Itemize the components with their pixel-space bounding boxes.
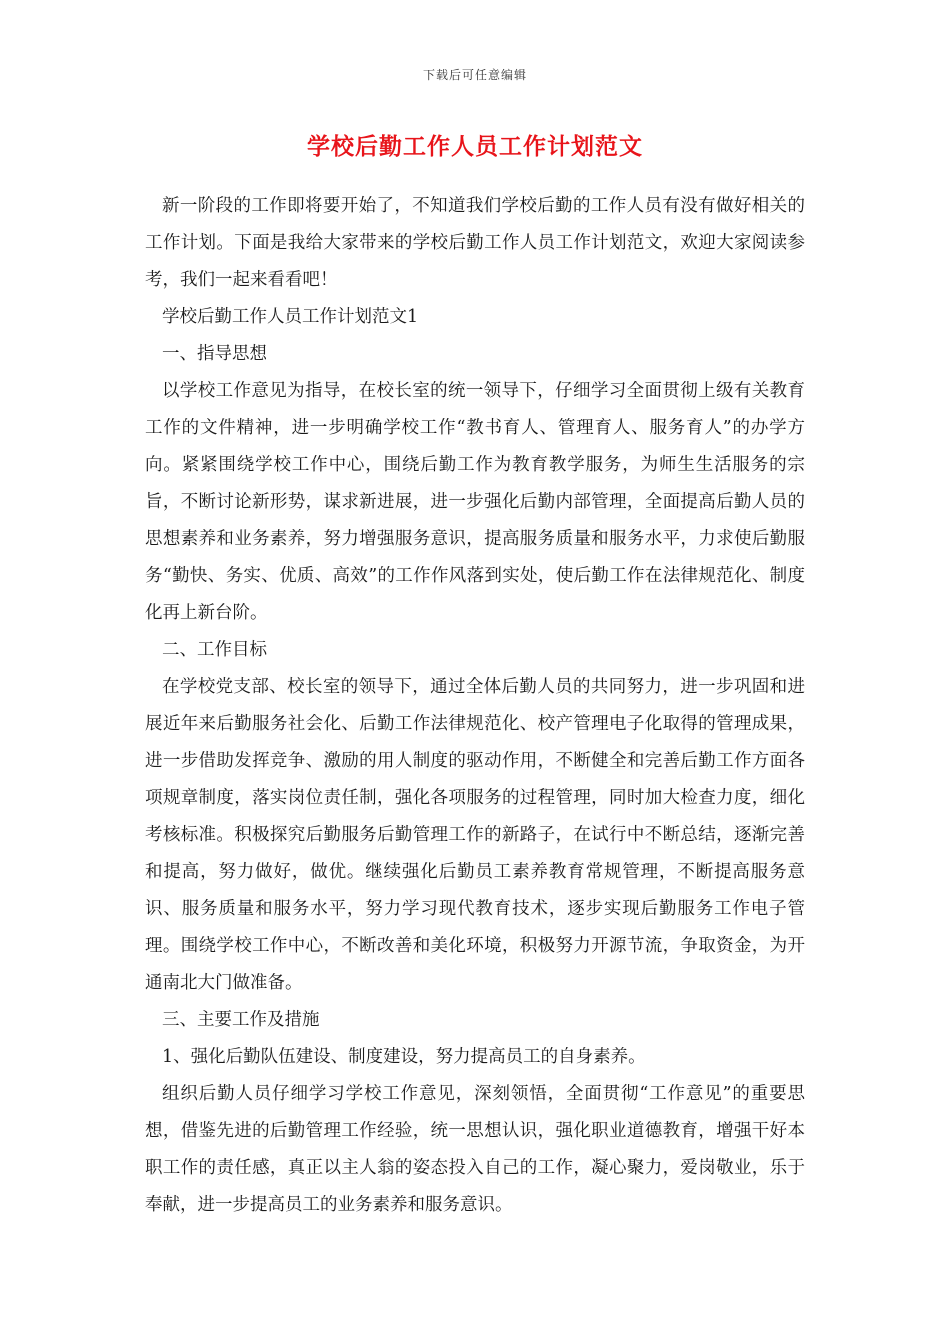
intro-paragraph: 新一阶段的工作即将要开始了，不知道我们学校后勤的工作人员有没有做好相关的工作计划。下面是我给大家带来的学校后勤工作人员工作计划范文，欢迎大家阅读参考，我们一起来看看吧！ [145,196,805,290]
document-title: 学校后勤工作人员工作计划范文 [307,133,643,160]
guiding-thought-paragraph: 以学校工作意见为指导，在校长室的统一领导下，仔细学习全面贯彻上级有关教育工作的文件精神，进一步明确学校工作“教书育人、管理育人、服务育人”的办学方向。紧紧围绕学校工作中心，围绕后勤工作为教育教学服务，为师生生活服务的宗旨，不断讨论新形势，谋求新进展，进一步强化后勤内部管理，全面提高后勤人员的思想素养和业务素养，努力增强服务意识，提高服务质量和服务水平，力求使后勤服务“勤快、务实、优质、高效”的工作作风落到实处，使后勤工作在法律规范化、制度化再上新台阶。 [145,381,805,623]
document-body [145,188,805,1224]
subtitle-heading: 学校后勤工作人员工作计划范文1 [162,307,419,327]
section-heading-guiding-thought: 一、指导思想 [162,344,267,364]
team-building-paragraph: 组织后勤人员仔细学习学校工作意见，深刻领悟，全面贯彻“工作意见”的重要思想，借鉴先进的后勤管理工作经验，统一思想认识，强化职业道德教育，增强干好本职工作的责任感，真正以主人翁的姿态投入自己的工作，凝心聚力，爱岗敬业，乐于奉献，进一步提高员工的业务素养和服务意识。 [145,1084,805,1215]
section-heading-main-work: 三、主要工作及措施 [162,1010,320,1030]
header-note: 下载后可任意编辑 [422,68,527,82]
subsection-heading-team-building: 1、强化后勤队伍建设、制度建设，努力提高员工的自身素养。 [162,1047,646,1067]
section-heading-work-goals: 二、工作目标 [162,640,267,660]
work-goals-paragraph: 在学校党支部、校长室的领导下，通过全体后勤人员的共同努力，进一步巩固和进展近年来后勤服务社会化、后勤工作法律规范化、校产管理电子化取得的管理成果，进一步借助发挥竞争、激励的用人制度的驱动作用，不断健全和完善后勤工作方面各项规章制度，落实岗位责任制，强化各项服务的过程管理，同时加大检查力度，细化考核标准。积极探究后勤服务后勤管理工作的新路子，在试行中不断总结，逐渐完善和提高，努力做好，做优。继续强化后勤员工素养教育常规管理，不断提高服务意识、服务质量和服务水平，努力学习现代教育技术，逐步实现后勤服务工作电子管理。围绕学校工作中心，不断改善和美化环境，积极努力开源节流，争取资金，为开通南北大门做准备。 [145,677,805,993]
